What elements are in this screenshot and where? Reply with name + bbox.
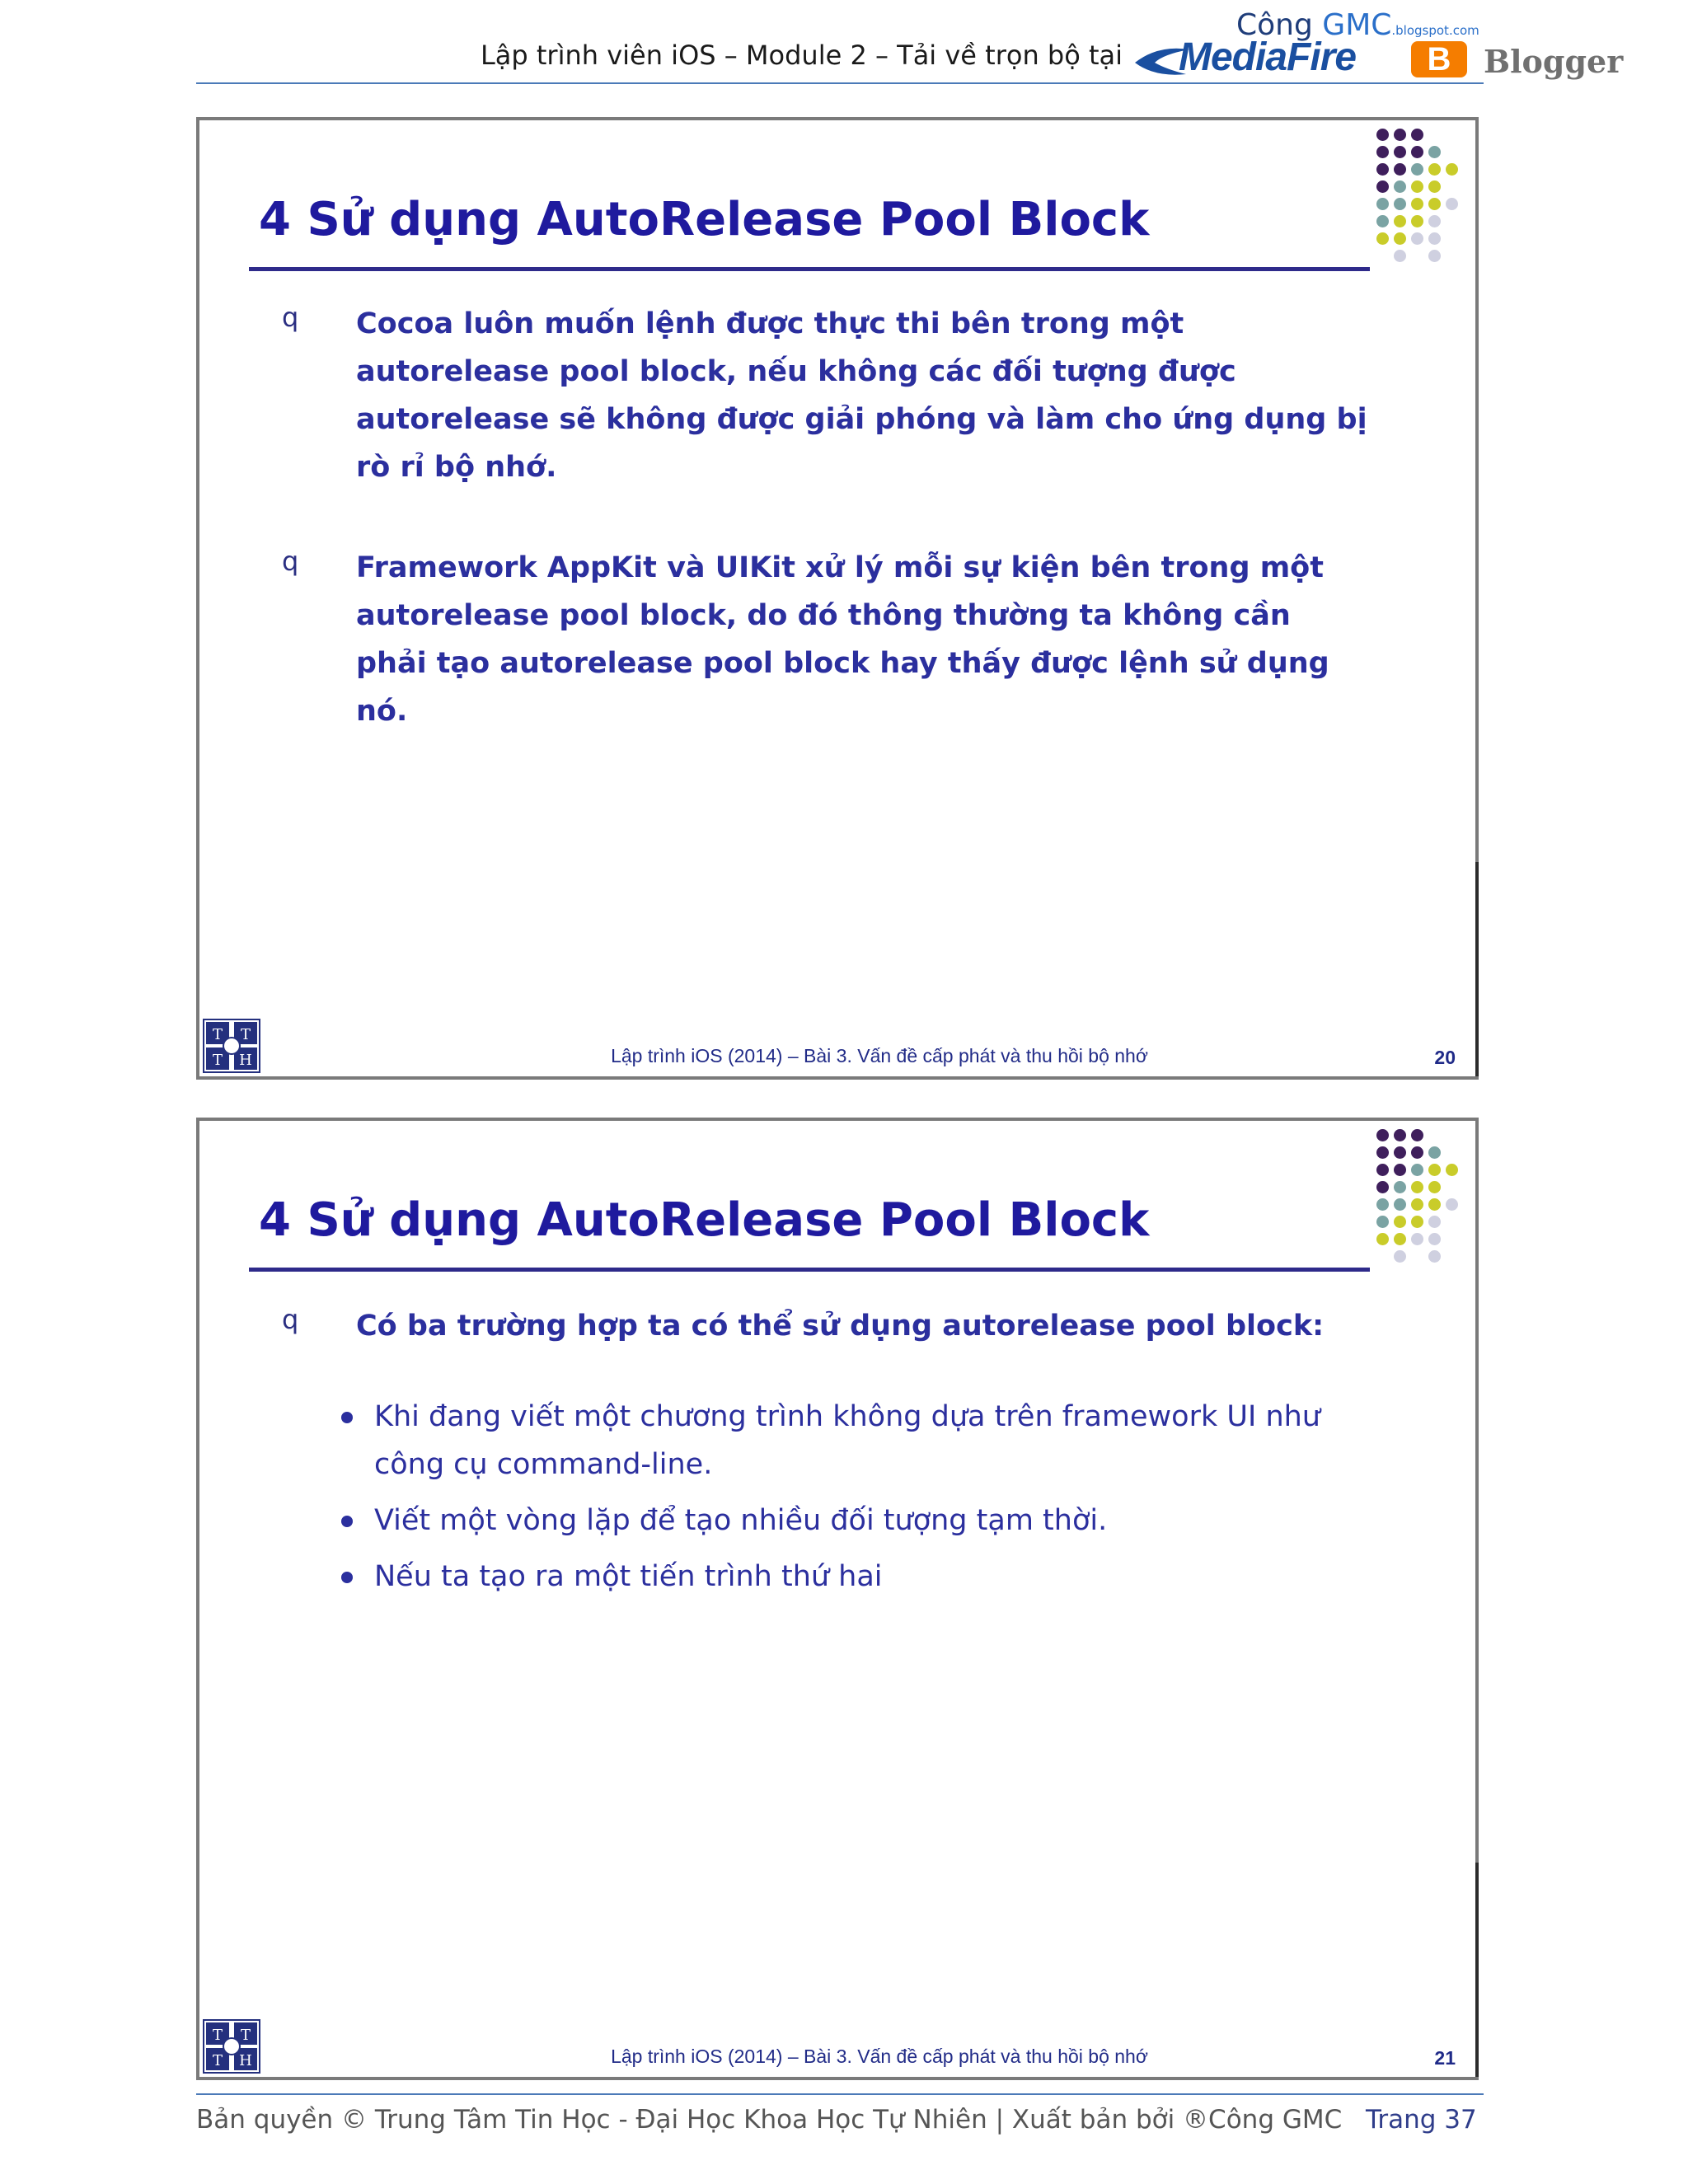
decorative-dot [1394, 146, 1406, 158]
decorative-dot [1376, 146, 1389, 158]
decorative-dot [1411, 146, 1423, 158]
svg-text:H: H [239, 1052, 252, 1069]
decorative-dot [1376, 1146, 1389, 1159]
decorative-dot [1394, 1164, 1406, 1176]
decorative-dot [1411, 198, 1423, 210]
decorative-dots [1376, 129, 1475, 260]
decorative-dot [1446, 198, 1458, 210]
decorative-dot [1394, 232, 1406, 245]
bullet-item [282, 544, 1370, 735]
header-divider [196, 82, 1484, 84]
sub-bullet-item [341, 1393, 1363, 1488]
logo-blogger-text: Blogger [1484, 43, 1624, 80]
decorative-dot [1394, 163, 1406, 176]
decorative-dot [1394, 1233, 1406, 1245]
slide-number: 20 [1434, 1047, 1456, 1068]
decorative-dot [1376, 1129, 1389, 1141]
decorative-dot [1376, 129, 1389, 141]
decorative-dot [1428, 232, 1441, 245]
decorative-dot [1411, 1164, 1423, 1176]
logo-mediafire-text: MediaFire [1179, 35, 1357, 79]
decorative-dot [1394, 180, 1406, 193]
decorative-dot [1411, 1129, 1423, 1141]
title-underline [249, 1268, 1370, 1272]
bullet-marker: q [282, 1304, 299, 1335]
decorative-dot [1376, 1164, 1389, 1176]
decorative-dot [1376, 198, 1389, 210]
bullet-marker: q [282, 302, 299, 333]
decorative-dot [1428, 1250, 1441, 1263]
decorative-dot [1428, 1181, 1441, 1193]
decorative-dot [1394, 198, 1406, 210]
bullet-text: Cocoa luôn muốn lệnh được thực thi bên trong một autorelease pool block, nếu không các đối tượng được autorelease sẽ không được giải phóng và làm cho ứng dụng bị rò rỉ bộ nhớ. [356, 307, 1367, 484]
sub-bullet-list [341, 1393, 1363, 1609]
decorative-dot [1428, 215, 1441, 227]
decorative-dot [1376, 1233, 1389, 1245]
decorative-dot [1394, 1250, 1406, 1263]
slide-20 [196, 117, 1479, 1080]
decorative-dot [1411, 1146, 1423, 1159]
decorative-dot [1411, 129, 1423, 141]
decorative-dot [1428, 1164, 1441, 1176]
decorative-dot [1376, 215, 1389, 227]
decorative-dot [1376, 1216, 1389, 1228]
bullet-text: Có ba trường hợp ta có thể sử dụng autorelease pool block: [356, 1310, 1325, 1343]
bullet-text: Framework AppKit và UIKit xử lý mỗi sự kiện bên trong một autorelease pool block, do đó thông thường ta không cần phải tạo autorelease pool block hay thấy được lệnh sử dụng nó. [356, 551, 1329, 728]
decorative-dots [1376, 1129, 1475, 1261]
decorative-dot [1428, 1198, 1441, 1211]
decorative-dot [1376, 163, 1389, 176]
decorative-dot [1394, 1146, 1406, 1159]
decorative-dot [1411, 180, 1423, 193]
page-number: Trang 37 [1366, 2105, 1477, 2135]
bullet-item [282, 1302, 1370, 1350]
decorative-dot [1428, 180, 1441, 193]
decorative-dot [1446, 1198, 1458, 1211]
logo-blogspot-text: .blogspot.com [1391, 23, 1479, 38]
slide-footer: Lập trình iOS (2014) – Bài 3. Vấn đề cấp phát và thu hồi bộ nhớ [611, 1045, 1148, 1066]
sub-bullet-item [341, 1553, 1363, 1601]
svg-text:T: T [212, 2052, 223, 2069]
logo-cong-text: Công [1236, 8, 1313, 42]
title-underline [249, 267, 1370, 271]
blogger-icon: B [1411, 41, 1467, 77]
svg-text:T: T [212, 1026, 223, 1043]
slide-21 [196, 1118, 1479, 2080]
decorative-dot [1394, 250, 1406, 262]
decorative-dot [1376, 1198, 1389, 1211]
slide-edge-shadow [1475, 862, 1479, 1076]
decorative-dot [1394, 1216, 1406, 1228]
decorative-dot [1411, 1198, 1423, 1211]
logo-gmc-text: GMC [1322, 8, 1392, 42]
sub-bullet-item [341, 1497, 1363, 1544]
decorative-dot [1446, 163, 1458, 176]
bullet-dot-icon [341, 1572, 353, 1583]
decorative-dot [1428, 1146, 1441, 1159]
decorative-dot [1376, 1181, 1389, 1193]
sub-bullet-text: Khi đang viết một chương trình không dựa trên framework UI như công cụ command-line. [374, 1400, 1320, 1481]
svg-text:T: T [212, 2027, 223, 2044]
sub-bullet-text: Nếu ta tạo ra một tiến trình thứ hai [374, 1560, 883, 1593]
decorative-dot [1428, 146, 1441, 158]
bullet-marker: q [282, 546, 299, 577]
decorative-dot [1411, 215, 1423, 227]
decorative-dot [1428, 1216, 1441, 1228]
page-header-text: Lập trình viên iOS – Module 2 – Tải về trọn bộ tại [480, 40, 1123, 71]
slide-title: 4 Sử dụng AutoRelease Pool Block [259, 193, 1150, 246]
decorative-dot [1411, 163, 1423, 176]
decorative-dot [1394, 215, 1406, 227]
decorative-dot [1446, 1164, 1458, 1176]
bullet-dot-icon [341, 1516, 353, 1527]
svg-text:T: T [240, 1026, 251, 1043]
mediafire-logo [1133, 35, 1405, 84]
decorative-dot [1411, 1216, 1423, 1228]
decorative-dot [1376, 232, 1389, 245]
bullet-dot-icon [341, 1412, 353, 1423]
decorative-dot [1394, 1129, 1406, 1141]
decorative-dot [1411, 1233, 1423, 1245]
decorative-dot [1428, 1233, 1441, 1245]
decorative-dot [1428, 250, 1441, 262]
decorative-dot [1376, 180, 1389, 193]
slide-title: 4 Sử dụng AutoRelease Pool Block [259, 1193, 1150, 1247]
decorative-dot [1411, 1181, 1423, 1193]
bullet-item [282, 300, 1370, 491]
footer-divider [196, 2093, 1484, 2095]
copyright-text: Bản quyền © Trung Tâm Tin Học - Đại Học Khoa Học Tự Nhiên | Xuất bản bởi ®Công GMC [196, 2105, 1343, 2135]
svg-text:T: T [240, 2027, 251, 2044]
svg-text:T: T [212, 1052, 223, 1069]
sub-bullet-text: Viết một vòng lặp để tạo nhiều đối tượng tạm thời. [374, 1504, 1108, 1537]
decorative-dot [1428, 163, 1441, 176]
slide-footer: Lập trình iOS (2014) – Bài 3. Vấn đề cấp phát và thu hồi bộ nhớ [611, 2046, 1148, 2067]
slide-edge-shadow [1475, 1863, 1479, 2077]
decorative-dot [1411, 232, 1423, 245]
svg-text:H: H [239, 2052, 252, 2069]
slide-number: 21 [1434, 2047, 1456, 2069]
decorative-dot [1394, 1181, 1406, 1193]
decorative-dot [1394, 129, 1406, 141]
decorative-dot [1394, 1198, 1406, 1211]
decorative-dot [1428, 198, 1441, 210]
